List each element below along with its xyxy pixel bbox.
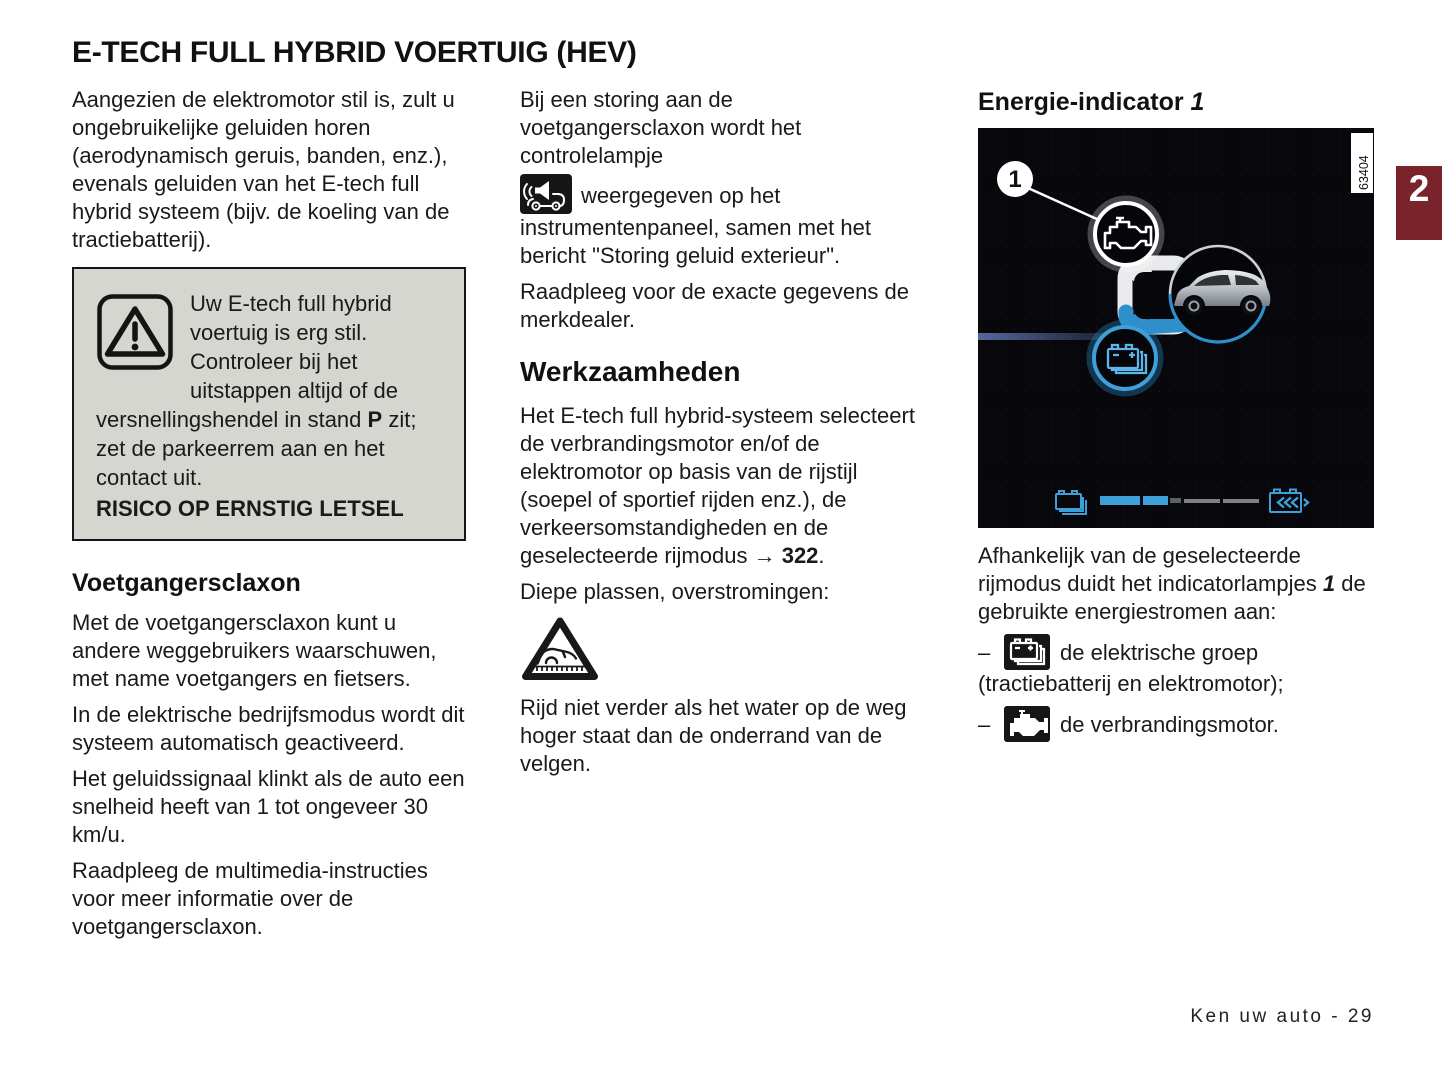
column-right	[978, 86, 1374, 750]
column-middle	[520, 86, 920, 786]
column-left	[72, 86, 466, 949]
paragraph-text: weergegeven op het instrumentenpaneel, samen met het bericht "Storing geluid exterieur".	[520, 183, 871, 268]
paragraph: In de elektrische bedrijfsmodus wordt dit systeem automatisch geactiveerd.	[72, 702, 465, 755]
energy-indicator-figure	[978, 128, 1374, 528]
paragraph: Raadpleeg de multimedia-instructies voor meer informatie over de voetgangersclaxon.	[72, 858, 428, 939]
warning-text: Uw E-tech full hybrid voertuig is erg stil. Controleer bij het uitstappen altijd of de versnellingshendel in stand	[96, 291, 398, 432]
paragraph-text: Het E-tech full hybrid-systeem selecteert de verbrandingsmotor en/of de elektromotor op basis van de rijstijl (soepel of sportief rijden enz.), de verkeersomstandigheden en de geselecteerde rijmodus	[520, 403, 915, 568]
warning-text-2: zit; zet de parkeerrem aan en het contact uit.	[96, 407, 417, 490]
paragraph: Diepe plassen, overstromingen:	[520, 579, 830, 604]
heading-callout-ref: 1	[1190, 88, 1205, 116]
flood-warning-icon	[520, 614, 600, 684]
page-footer: Ken uw auto - 29	[1190, 1006, 1374, 1027]
traction-battery-circle	[1090, 323, 1160, 393]
chapter-tab	[1396, 166, 1442, 240]
paragraph	[520, 402, 920, 570]
callout-ref: 1	[1322, 571, 1336, 596]
battery-stack-icon	[1004, 634, 1050, 670]
engine-icon	[1004, 706, 1050, 742]
warning-bold-letter: P	[367, 407, 383, 432]
warning-triangle-icon	[96, 293, 174, 371]
paragraph: Het geluidssignaal klinkt als de auto een snelheid heeft van 1 tot ongeveer 30 km/u.	[72, 766, 465, 847]
combustion-engine-circle	[1091, 199, 1161, 269]
paragraph: Bij een storing aan de voetgangersclaxon wordt het controlelampje	[520, 87, 802, 168]
paragraph-text: .	[818, 543, 825, 568]
heading-text: Energie-indicator	[978, 88, 1191, 116]
paragraph-text: Afhankelijk van de geselecteerde rijmodus duidt het indicatorlampjes	[978, 543, 1323, 596]
figure-code: 63404	[1357, 155, 1371, 190]
figure-callout-number: 1	[1008, 166, 1022, 193]
arrow-right-icon: →	[753, 543, 776, 568]
paragraph: Aangezien de elektromotor stil is, zult u ongebruikelijke geluiden horen (aerodynamisch geruis, banden, enz.), evenals geluiden van het E-tech full hybrid systeem (bijv. de koeling van de tractiebatterij).	[72, 87, 455, 252]
list-text: de elektrische groep (tractiebatterij en elektromotor);	[978, 640, 1284, 696]
page-title: E-TECH FULL HYBRID VOERTUIG (HEV)	[72, 36, 637, 69]
list-item	[978, 634, 1374, 698]
heading-werkzaamheden: Werkzaamheden	[520, 356, 741, 387]
paragraph: Raadpleeg voor de exacte gegevens de merkdealer.	[520, 279, 909, 332]
paragraph-with-icon	[520, 174, 920, 270]
energy-indicator-display	[978, 128, 1374, 528]
cross-reference-page: 322	[781, 543, 819, 568]
list-dash: –	[978, 640, 991, 665]
paragraph-text: de gebruikte energiestromen aan:	[978, 571, 1366, 624]
heading-voetgangersclaxon: Voetgangersclaxon	[72, 569, 301, 597]
warning-risk-line: RISICO OP ERNSTIG LETSEL	[96, 496, 404, 521]
pedestrian-horn-warning-icon	[520, 174, 572, 214]
figure-code-label	[1351, 133, 1373, 193]
warning-box	[72, 267, 466, 541]
heading-energie-indicator	[978, 88, 1374, 116]
paragraph: Rijd niet verder als het water op de weg hoger staat dan de onderrand van de velgen.	[520, 695, 907, 776]
list-item	[978, 706, 1374, 742]
list-dash: –	[978, 712, 991, 737]
paragraph: Met de voetgangersclaxon kunt u andere weggebruikers waarschuwen, met name voetgangers en fietsers.	[72, 610, 437, 691]
cross-reference	[754, 543, 819, 568]
chapter-number: 2	[1408, 168, 1430, 209]
list-text: de verbrandingsmotor.	[1060, 712, 1279, 737]
paragraph	[978, 542, 1374, 626]
